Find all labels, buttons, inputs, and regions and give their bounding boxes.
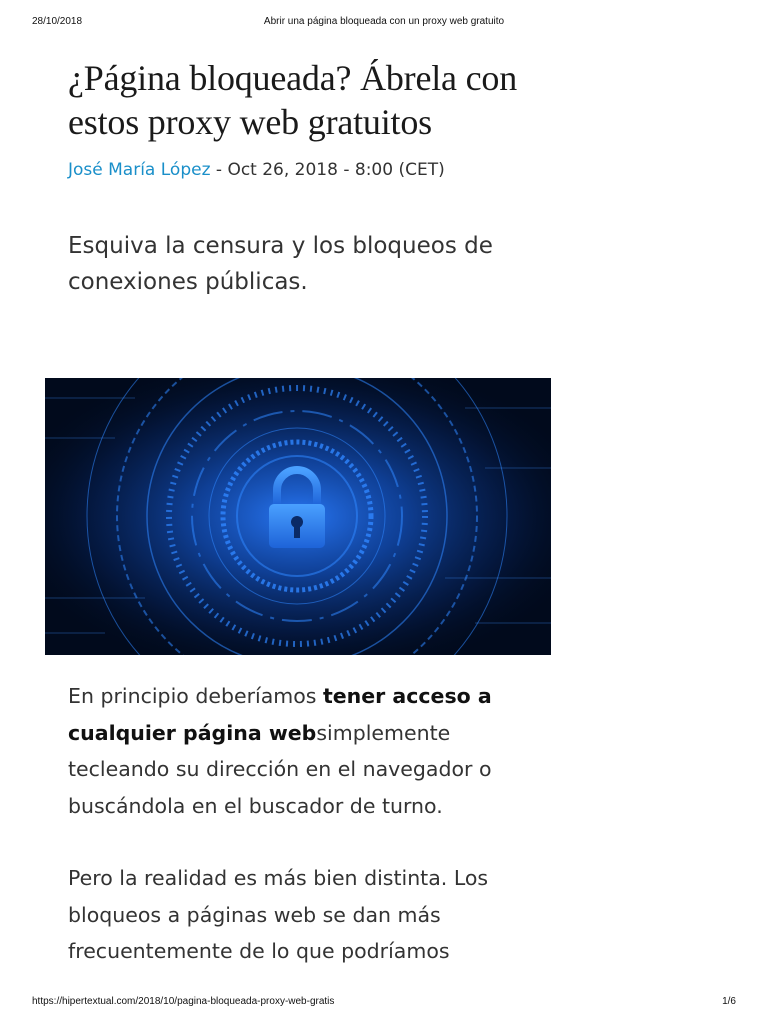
page-number: 1/6: [722, 996, 736, 1007]
byline-date: - Oct 26, 2018 - 8:00 (CET): [210, 160, 445, 180]
byline: [68, 158, 528, 182]
print-header: [32, 16, 736, 30]
print-url: https://hipertextual.com/2018/10/pagina-bloqueada-proxy-web-gratis: [32, 996, 335, 1007]
print-date: 28/10/2018: [32, 16, 83, 27]
article-paragraph: Pero la realidad es más bien distinta. Los bloqueos a páginas web se dan más frecuentemente de lo que podríamos: [68, 866, 489, 963]
article-paragraph: [68, 678, 528, 824]
paragraph-text: En principio deberíamos: [68, 684, 323, 708]
paragraph-bold-text: tener acceso a cualquier página web: [68, 684, 492, 745]
print-title: Abrir una página bloqueada con un proxy web gratuito: [263, 16, 505, 27]
print-footer: [32, 996, 736, 1010]
article-header: [68, 56, 528, 300]
paragraph-text: simplemente tecleando su dirección en el navegador o buscándola en el buscador de turno.: [68, 720, 492, 818]
page-title: ¿Página bloqueada? Ábrela con estos proxy web gratuitos: [68, 58, 517, 142]
author-link[interactable]: José María López: [68, 160, 211, 180]
hero-image: [45, 378, 551, 655]
article-subtitle: Esquiva la censura y los bloqueos de conexiones públicas.: [68, 233, 493, 295]
hero-illustration: [45, 378, 551, 655]
